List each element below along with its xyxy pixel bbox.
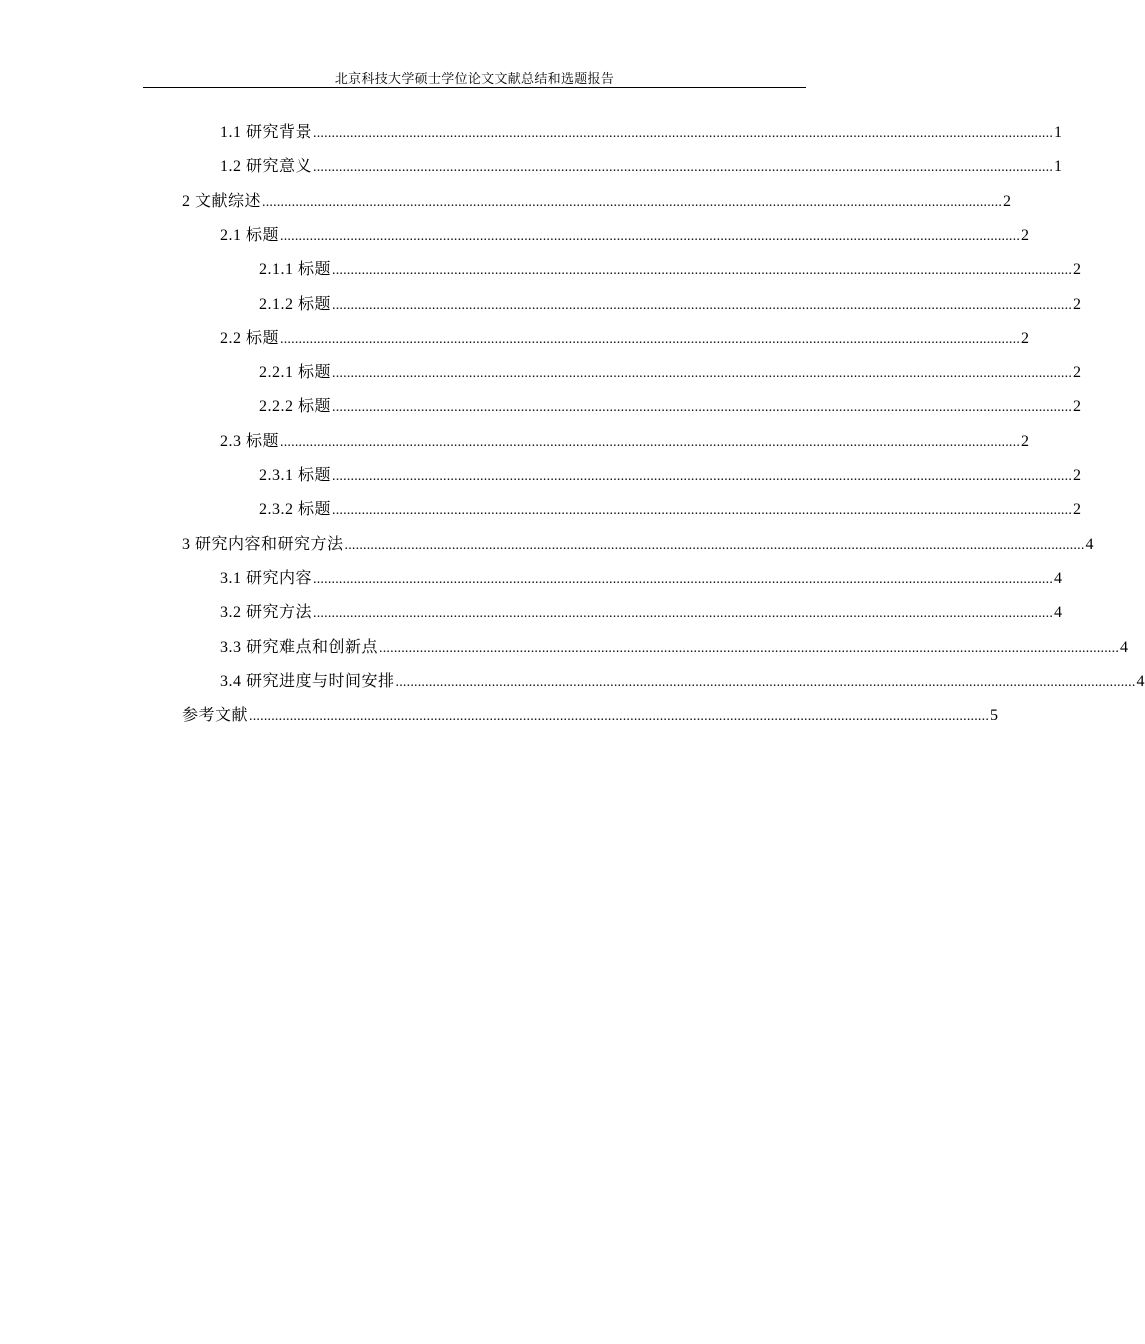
toc-dot-leader: ........................................................................................................................................................................................................ — [249, 709, 990, 724]
toc-entry-page-number: 2 — [1021, 433, 1030, 450]
toc-entry-page-number: 4 — [1054, 604, 1063, 621]
toc-entry-page-number: 1 — [1054, 124, 1063, 141]
toc-entry-title: 2.1.2 标题 — [259, 296, 332, 313]
toc-entry[interactable] — [220, 669, 1145, 695]
toc-entry[interactable] — [259, 463, 1082, 489]
toc-entry-page-number: 2 — [1073, 296, 1082, 313]
toc-entry-title: 3.3 研究难点和创新点 — [220, 639, 379, 656]
toc-entry-page-number: 2 — [1021, 227, 1030, 244]
toc-entry-page-number: 4 — [1136, 673, 1145, 690]
toc-entry-page-number: 1 — [1054, 158, 1063, 175]
toc-entry-title: 2.3.2 标题 — [259, 501, 332, 518]
toc-entry-title: 2.2 标题 — [220, 330, 280, 347]
toc-dot-leader: ........................................................................................................................................................................................................ — [332, 263, 1073, 278]
toc-dot-leader: ........................................................................................................................................................................................................ — [313, 160, 1054, 175]
toc-entry-title: 2.1 标题 — [220, 227, 280, 244]
toc-entry[interactable] — [182, 532, 1094, 558]
toc-entry[interactable] — [182, 189, 1012, 215]
toc-entry[interactable] — [182, 703, 999, 729]
toc-entry-title: 3.4 研究进度与时间安排 — [220, 673, 395, 690]
toc-dot-leader: ........................................................................................................................................................................................................ — [280, 332, 1021, 347]
toc-entry-page-number: 4 — [1085, 536, 1094, 553]
toc-dot-leader: ........................................................................................................................................................................................................ — [262, 195, 1003, 210]
toc-dot-leader: ........................................................................................................................................................................................................ — [379, 641, 1120, 656]
toc-dot-leader: ........................................................................................................................................................................................................ — [280, 229, 1021, 244]
toc-entry-title: 1.2 研究意义 — [220, 158, 313, 175]
toc-dot-leader: ........................................................................................................................................................................................................ — [313, 606, 1054, 621]
toc-dot-leader: ........................................................................................................................................................................................................ — [395, 675, 1136, 690]
toc-entry[interactable] — [259, 394, 1082, 420]
toc-dot-leader: ........................................................................................................................................................................................................ — [280, 435, 1021, 450]
running-header: 北京科技大学硕士学位论文文献总结和选题报告 — [334, 71, 615, 86]
toc-entry-title: 参考文献 — [182, 707, 249, 724]
toc-entry[interactable] — [220, 223, 1030, 249]
toc-entry-title: 2.2.2 标题 — [259, 398, 332, 415]
toc-dot-leader: ........................................................................................................................................................................................................ — [332, 469, 1073, 484]
toc-entry-title: 2.3.1 标题 — [259, 467, 332, 484]
toc-entry-page-number: 2 — [1073, 364, 1082, 381]
toc-entry-title: 3.2 研究方法 — [220, 604, 313, 621]
toc-entry[interactable] — [259, 257, 1082, 283]
toc-entry[interactable] — [259, 292, 1082, 318]
toc-dot-leader: ........................................................................................................................................................................................................ — [332, 298, 1073, 313]
toc-entry[interactable] — [220, 566, 1063, 592]
toc-entry-title: 1.1 研究背景 — [220, 124, 313, 141]
toc-entry-page-number: 5 — [990, 707, 999, 724]
toc-entry-page-number: 2 — [1021, 330, 1030, 347]
toc-dot-leader: ........................................................................................................................................................................................................ — [332, 366, 1073, 381]
toc-entry-title: 3.1 研究内容 — [220, 570, 313, 587]
toc-entry-page-number: 2 — [1073, 467, 1082, 484]
toc-entry-page-number: 4 — [1054, 570, 1063, 587]
toc-entry[interactable] — [220, 429, 1030, 455]
toc-entry-page-number: 2 — [1003, 193, 1012, 210]
toc-entry-title: 2.2.1 标题 — [259, 364, 332, 381]
toc-entry[interactable] — [220, 120, 1063, 146]
toc-entry[interactable] — [220, 326, 1030, 352]
toc-entry-page-number: 2 — [1073, 398, 1082, 415]
toc-entry[interactable] — [220, 635, 1129, 661]
toc-dot-leader: ........................................................................................................................................................................................................ — [332, 400, 1073, 415]
toc-entry[interactable] — [259, 360, 1082, 386]
toc-entry-title: 2.3 标题 — [220, 433, 280, 450]
toc-entry-page-number: 2 — [1073, 501, 1082, 518]
toc-entry-page-number: 4 — [1120, 639, 1129, 656]
toc-entry-title: 2 文献综述 — [182, 193, 262, 210]
toc-entry-page-number: 2 — [1073, 261, 1082, 278]
toc-dot-leader: ........................................................................................................................................................................................................ — [344, 538, 1085, 553]
toc-entry[interactable] — [220, 600, 1063, 626]
toc-entry-title: 2.1.1 标题 — [259, 261, 332, 278]
toc-dot-leader: ........................................................................................................................................................................................................ — [313, 572, 1054, 587]
toc-dot-leader: ........................................................................................................................................................................................................ — [313, 126, 1054, 141]
toc-entry-title: 3 研究内容和研究方法 — [182, 536, 344, 553]
toc-entry[interactable] — [259, 497, 1082, 523]
toc-dot-leader: ........................................................................................................................................................................................................ — [332, 503, 1073, 518]
toc-entry[interactable] — [220, 154, 1063, 180]
